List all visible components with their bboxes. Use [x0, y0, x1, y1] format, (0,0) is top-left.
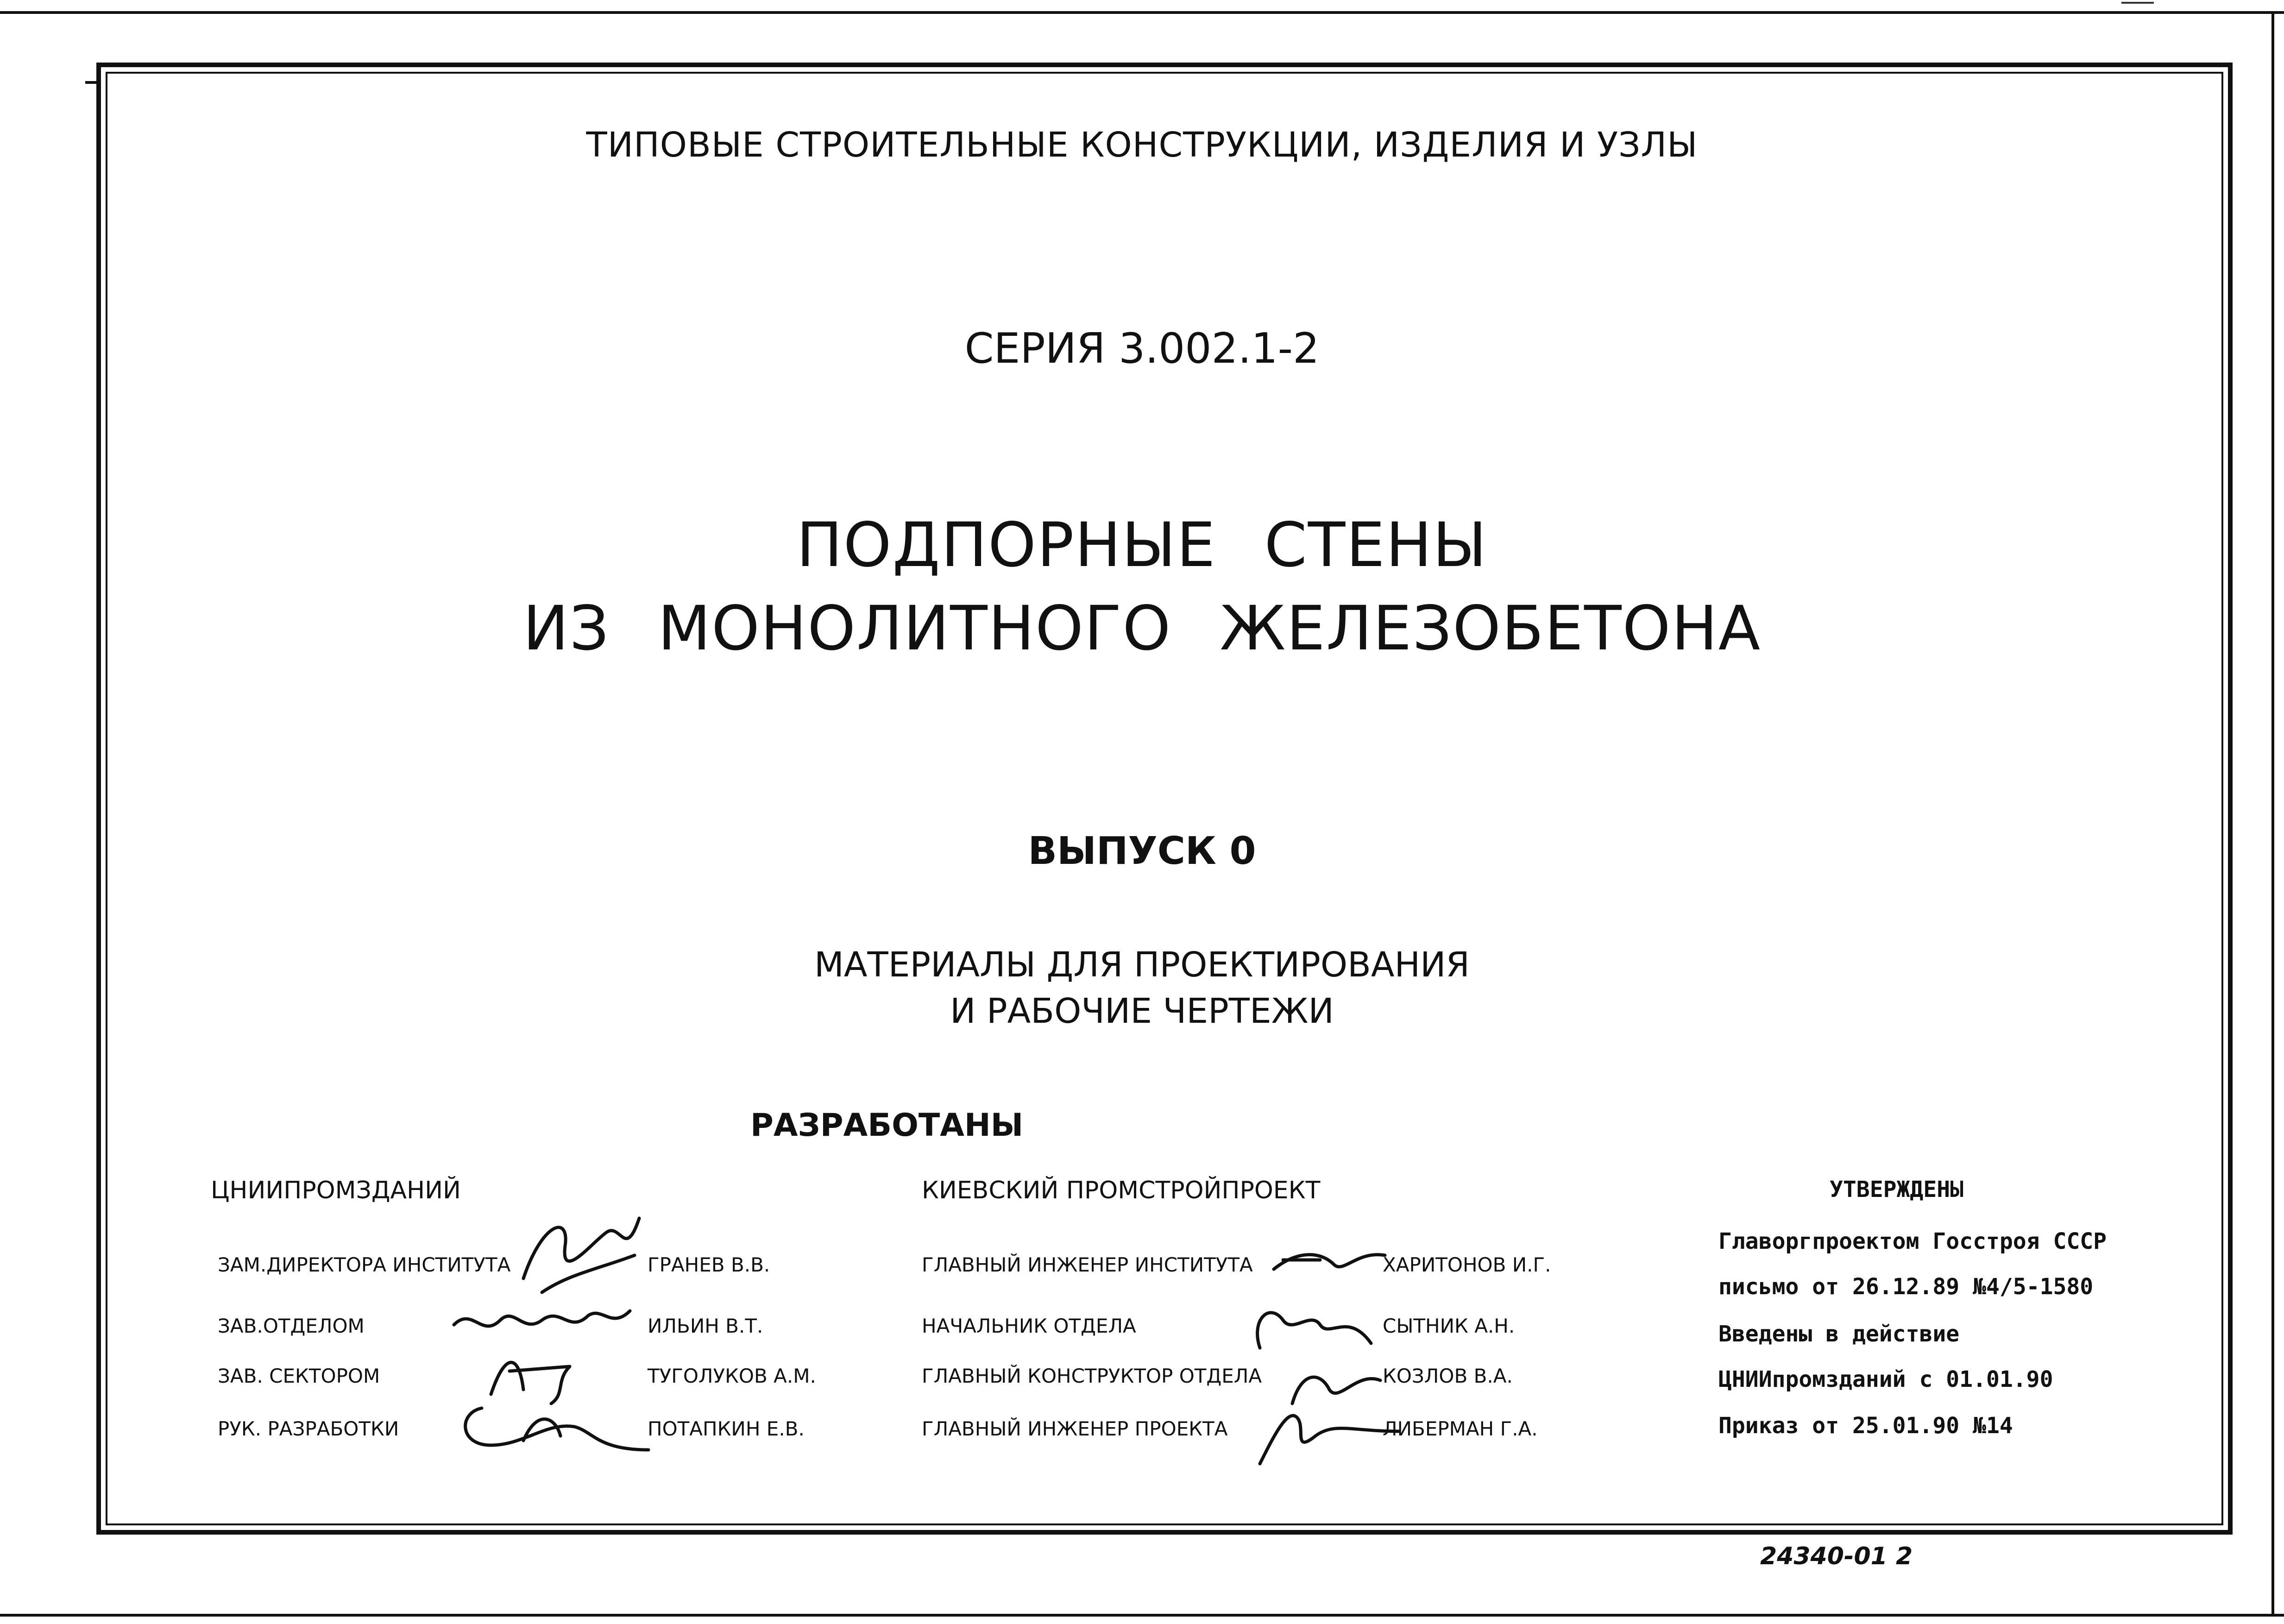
signature-sytnik [1241, 1292, 1380, 1362]
sheet-edge-right [2271, 11, 2274, 1614]
middle-person-1: ХАРИТОНОВ И.Г. [1383, 1253, 1551, 1276]
approval-line-2: письмо от 26.12.89 №4/5-1580 [1718, 1274, 2094, 1300]
materials-line1: МАТЕРИАЛЫ ДЛЯ ПРОЕКТИРОВАНИЯ [814, 945, 1470, 985]
series-number: СЕРИЯ 3.002.1-2 [964, 324, 1320, 373]
left-role-2: ЗАВ.ОТДЕЛОМ [218, 1315, 365, 1337]
drawing-frame-inner [106, 72, 2223, 1525]
developed-label: РАЗРАБОТАНЫ [750, 1107, 1024, 1144]
document-title-line1: ПОДПОРНЫЕ СТЕНЫ [796, 510, 1488, 581]
middle-role-4: ГЛАВНЫЙ ИНЖЕНЕР ПРОЕКТА [922, 1417, 1228, 1440]
approval-line-3: Введены в действие [1718, 1321, 1960, 1347]
approval-line-5: Приказ от 25.01.90 №14 [1718, 1413, 2013, 1439]
approval-line-1: Главоргпроектом Госстроя СССР [1718, 1228, 2107, 1254]
signature-tugolukov [477, 1343, 584, 1408]
sheet-stamp-number: 24340-01 2 [1760, 1542, 1913, 1570]
org-middle-name: КИЕВСКИЙ ПРОМСТРОЙПРОЕКТ [922, 1177, 1321, 1204]
middle-person-3: КОЗЛОВ В.А. [1383, 1365, 1513, 1387]
left-role-4: РУК. РАЗРАБОТКИ [218, 1417, 399, 1440]
signature-kharitonov [1265, 1241, 1390, 1283]
sheet-edge-top [0, 11, 2284, 14]
left-person-3: ТУГОЛУКОВ А.М. [648, 1365, 816, 1387]
sheet-edge-bottom [0, 1614, 2284, 1617]
approval-line-4: ЦНИИпромзданий с 01.01.90 [1718, 1366, 2053, 1392]
left-person-1: ГРАНЕВ В.В. [648, 1253, 770, 1276]
approval-title: УТВЕРЖДЕНЫ [1830, 1177, 1963, 1202]
document-title-line2: ИЗ МОНОЛИТНОГО ЖЕЛЕЗОБЕТОНА [522, 593, 1762, 664]
middle-role-3: ГЛАВНЫЙ КОНСТРУКТОР ОТДЕЛА [922, 1365, 1262, 1387]
signature-granev [514, 1204, 653, 1306]
signature-potapkin [454, 1399, 653, 1459]
signature-liberman [1246, 1399, 1403, 1468]
header-top-line: ТИПОВЫЕ СТРОИТЕЛЬНЫЕ КОНСТРУКЦИИ, ИЗДЕЛИЯ И УЗЛЫ [586, 125, 1698, 165]
org-left-name: ЦНИИПРОМЗДАНИЙ [211, 1177, 461, 1204]
materials-line2: И РАБОЧИЕ ЧЕРТЕЖИ [950, 991, 1334, 1031]
left-person-2: ИЛЬИН В.Т. [648, 1315, 763, 1337]
sheet-corner-mark [2121, 2, 2154, 4]
left-role-1: ЗАМ.ДИРЕКТОРА ИНСТИТУТА [218, 1253, 511, 1276]
middle-role-2: НАЧАЛЬНИК ОТДЕЛА [922, 1315, 1136, 1337]
signature-ilyin [445, 1292, 639, 1348]
issue-number: ВЫПУСК 0 [1028, 829, 1256, 873]
middle-person-2: СЫТНИК А.Н. [1383, 1315, 1515, 1337]
middle-role-1: ГЛАВНЫЙ ИНЖЕНЕР ИНСТИТУТА [922, 1253, 1253, 1276]
middle-person-4: ЛИБЕРМАН Г.А. [1383, 1417, 1538, 1440]
left-role-3: ЗАВ. СЕКТОРОМ [218, 1365, 380, 1387]
left-person-4: ПОТАПКИН Е.В. [648, 1417, 805, 1440]
